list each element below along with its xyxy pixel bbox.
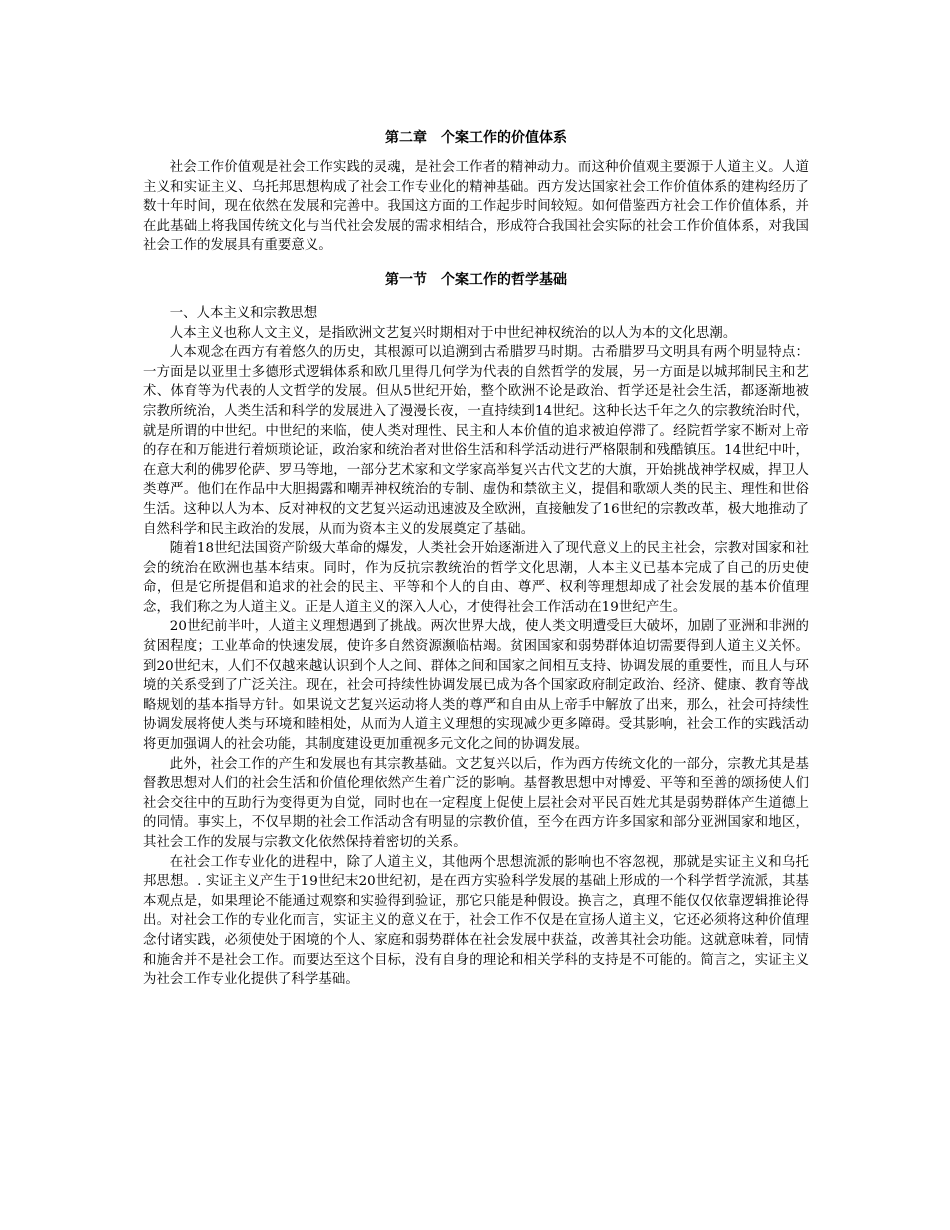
body-paragraph: 20世纪前半叶，人道主义理想遇到了挑战。两次世界大战，使人类文明遭受巨大破坏，加剧了亚洲和非洲的贫困程度；工业革命的快速发展，使许多自然资源濒临枯竭。贫困国家和弱势群体迫切需要得到人道主义关怀。到20世纪末，人们不仅越来越认识到个人之间、群体之间和国家之间相互支持、协调发展的重要性，而且人与环境的关系受到了广泛关注。现在，社会可持续性协调发展已成为各个国家政府制定政治、经济、健康、教育等战略规划的基本指导方针。如果说文艺复兴运动将人类的尊严和自由从上帝手中解放了出来，那么，社会可持续性协调发展将使人类与环境和睦相处，从而为人道主义理想的实现减少更多障碍。受其影响，社会工作的实践活动将更加强调人的社会功能，其制度建设更加重视多元文化之间的协调发展。 xyxy=(143,619,809,753)
chapter-title: 第二章 个案工作的价值体系 xyxy=(385,130,567,146)
intro-paragraph: 社会工作价值观是社会工作实践的灵魂，是社会工作者的精神动力。而这种价值观主要源于人道主义。人道主义和实证主义、乌托邦思想构成了社会工作专业化的精神基础。西方发达国家社会工作价值体系的建构经历了数十年时间，现在依然在发展和完善中。我国这方面的工作起步时间较短。如何借鉴西方社会工作价值体系，并在此基础上将我国传统文化与当代社会发展的需求相结合，形成符合我国社会实际的社会工作价值体系，对我国社会工作的发展具有重要意义。 xyxy=(143,160,809,254)
section-title: 第一节 个案工作的哲学基础 xyxy=(385,271,567,288)
body-paragraph: 人本观念在西方有着悠久的历史，其根源可以追溯到古希腊罗马时期。古希腊罗马文明具有两个明显特点：一方面是以亚里士多德形式逻辑体系和欧几里得几何学为代表的自然哲学的发展，另一方面是以城邦制民主和艺术、体育等为代表的人文哲学的发展。但从5世纪开始，整个欧洲不论是政治、哲学还是社会生活，都逐渐地被宗教所统治，人类生活和科学的发展进入了漫漫长夜，一直持续到14世纪。这种长达千年之久的宗教统治时代，就是所谓的中世纪。中世纪的来临，使人类对理性、民主和人本价值的追求被迫停滞了。经院哲学家不断对上帝的存在和万能进行着烦琐论证，政治家和统治者对世俗生活和科学活动进行严格限制和残酷镇压。14世纪中叶，在意大利的佛罗伦萨、罗马等地，一部分艺术家和文学家高举复兴古代文艺的大旗，开始挑战神学权威，捍卫人类尊严。他们在作品中大胆揭露和嘲弄神权统治的专制、虚伪和禁欲主义，提倡和歌颂人类的民主、理性和世俗生活。这种以人为本、反对神权的文艺复兴运动迅速波及全欧洲，直接触发了16世纪的宗教改革，极大地推动了自然科学和民主政治的发展，从而为资本主义的发展奠定了基础。 xyxy=(143,345,809,537)
body-paragraph: 此外，社会工作的产生和发展也有其宗教基础。文艺复兴以后，作为西方传统文化的一部分，宗教尤其是基督教思想对人们的社会生活和价值伦理依然产生着广泛的影响。基督教思想中对博爱、平等和至善的颂扬使人们社会交往中的互助行为变得更为自觉，同时也在一定程度上促使上层社会对平民百姓尤其是弱势群体产生道德上的同情。事实上，不仅早期的社会工作活动含有明显的宗教价值，至今在西方许多国家和部分亚洲国家和地区，其社会工作的发展与宗教文化依然保持着密切的关系。 xyxy=(143,756,809,850)
body-paragraph: 在社会工作专业化的进程中，除了人道主义，其他两个思想流派的影响也不容忽视，那就是实证主义和乌托邦思想。. 实证主义产生于19世纪末20世纪初，是在西方实验科学发展的基础上形成的一个科学哲学流派，其基本观点是，如果理论不能通过观察和实验得到验证，那它只能是种假设。换言之，真理不能仅仅依靠逻辑推论得出。对社会工作的专业化而言，实证主义的意义在于，社会工作不仅是在宣扬人道主义，它还必须将这种价值理念付诸实践，必须使处于困境的个人、家庭和弱势群体在社会发展中获益，改善其社会功能。这就意味着，同情和施舍并不是社会工作。而要达至这个目标，没有自身的理论和相关学科的支持是不可能的。简言之，实证主义为社会工作专业化提供了科学基础。 xyxy=(143,854,809,988)
body-paragraph: 人本主义也称人文主义，是指欧洲文艺复兴时期相对于中世纪神权统治的以人为本的文化思潮。 xyxy=(169,325,737,341)
body-paragraph: 随着18世纪法国资产阶级大革命的爆发，人类社会开始逐渐进入了现代意义上的民主社会，宗教对国家和社会的统治在欧洲也基本结束。同时，作为反抗宗教统治的哲学文化思潮，人本主义已基本完成了自己的历史使命，但是它所提倡和追求的社会的民主、平等和个人的自由、尊严、权利等理想却成了社会发展的基本价值理念，我们称之为人道主义。正是人道主义的深入人心，才使得社会工作活动在19世纪产生。 xyxy=(143,541,809,615)
subheading: 一、人本主义和宗教思想 xyxy=(169,305,318,321)
document-page xyxy=(143,128,809,990)
